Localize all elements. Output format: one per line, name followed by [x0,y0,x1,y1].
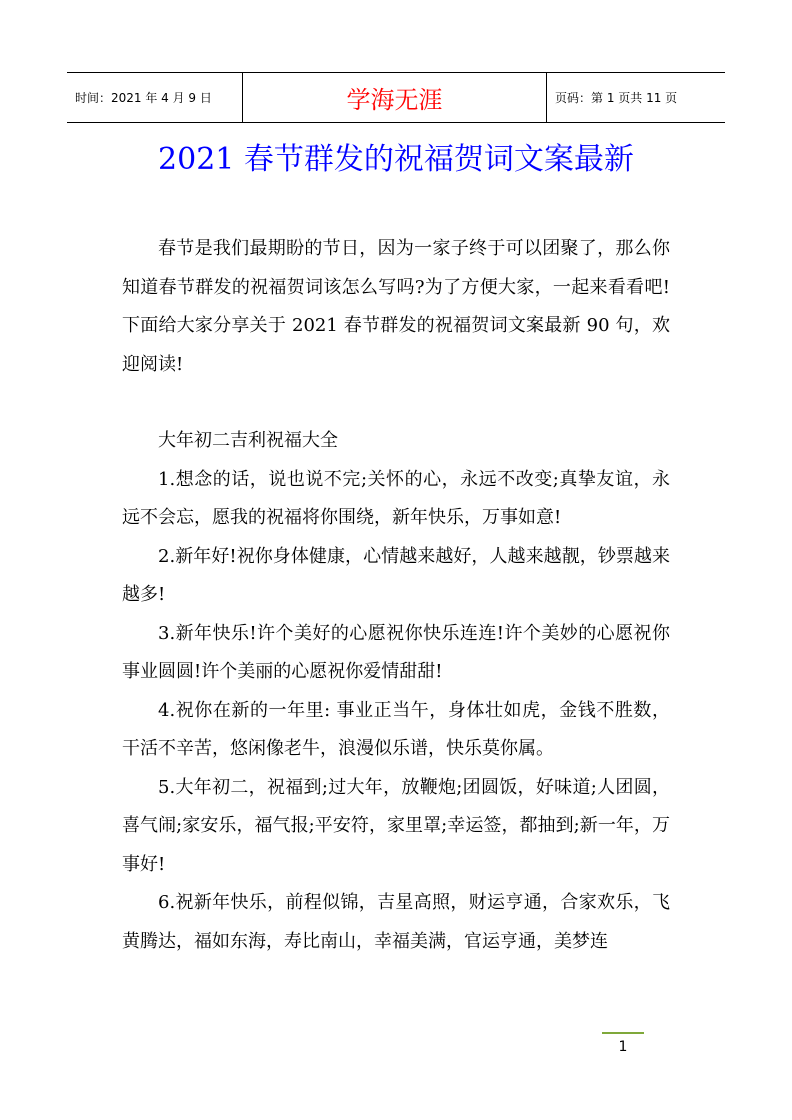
header-brand: 学海无涯 [243,73,547,122]
section-heading: 大年初二吉利祝福大全 [158,430,338,451]
header-page-info: 页码：第 1 页共 11 页 [555,91,678,105]
blessing-item: 4.祝你在新的一年里: 事业正当午，身体壮如虎，金钱不胜数，干活不辛苦，悠闲像老牛，浪漫似乐谱，快乐莫你属。 [122,699,670,759]
header-date: 时间：2021 年 4 月 9 日 [67,73,243,122]
blessing-item: 1.想念的话，说也说不完;关怀的心，永远不改变;真挚友谊，永远不会忘，愿我的祝福将你围绕，新年快乐，万事如意! [122,468,670,528]
document-title: 2021 春节群发的祝福贺词文案最新 [158,142,634,177]
intro-paragraph: 春节是我们最期盼的节日，因为一家子终于可以团聚了，那么你知道春节群发的祝福贺词该怎么写吗?为了方便大家，一起来看看吧!下面给大家分享关于 2021 春节群发的祝福贺词文案最新 90 句，欢迎阅读! [122,238,670,375]
page-header [67,72,725,123]
blessing-item: 6.祝新年快乐，前程似锦，吉星高照，财运亨通，合家欢乐，飞黄腾达，福如东海，寿比南山，幸福美满，官运亨通，美梦连 [122,892,670,952]
blessing-item: 3.新年快乐!许个美好的心愿祝你快乐连连!许个美妙的心愿祝你事业圆圆!许个美丽的心愿祝你爱情甜甜! [122,622,670,682]
blessing-item: 2.新年好!祝你身体健康，心情越来越好，人越来越靓，钞票越来越多! [122,545,670,605]
page-number: 1 [602,1032,644,1056]
blessing-item: 5.大年初二，祝福到;过大年，放鞭炮;团圆饭，好味道;人团圆，喜气闹;家安乐，福气报;平安符，家里罩;幸运签，都抽到;新一年，万事好! [122,776,670,875]
document-body [122,230,670,961]
